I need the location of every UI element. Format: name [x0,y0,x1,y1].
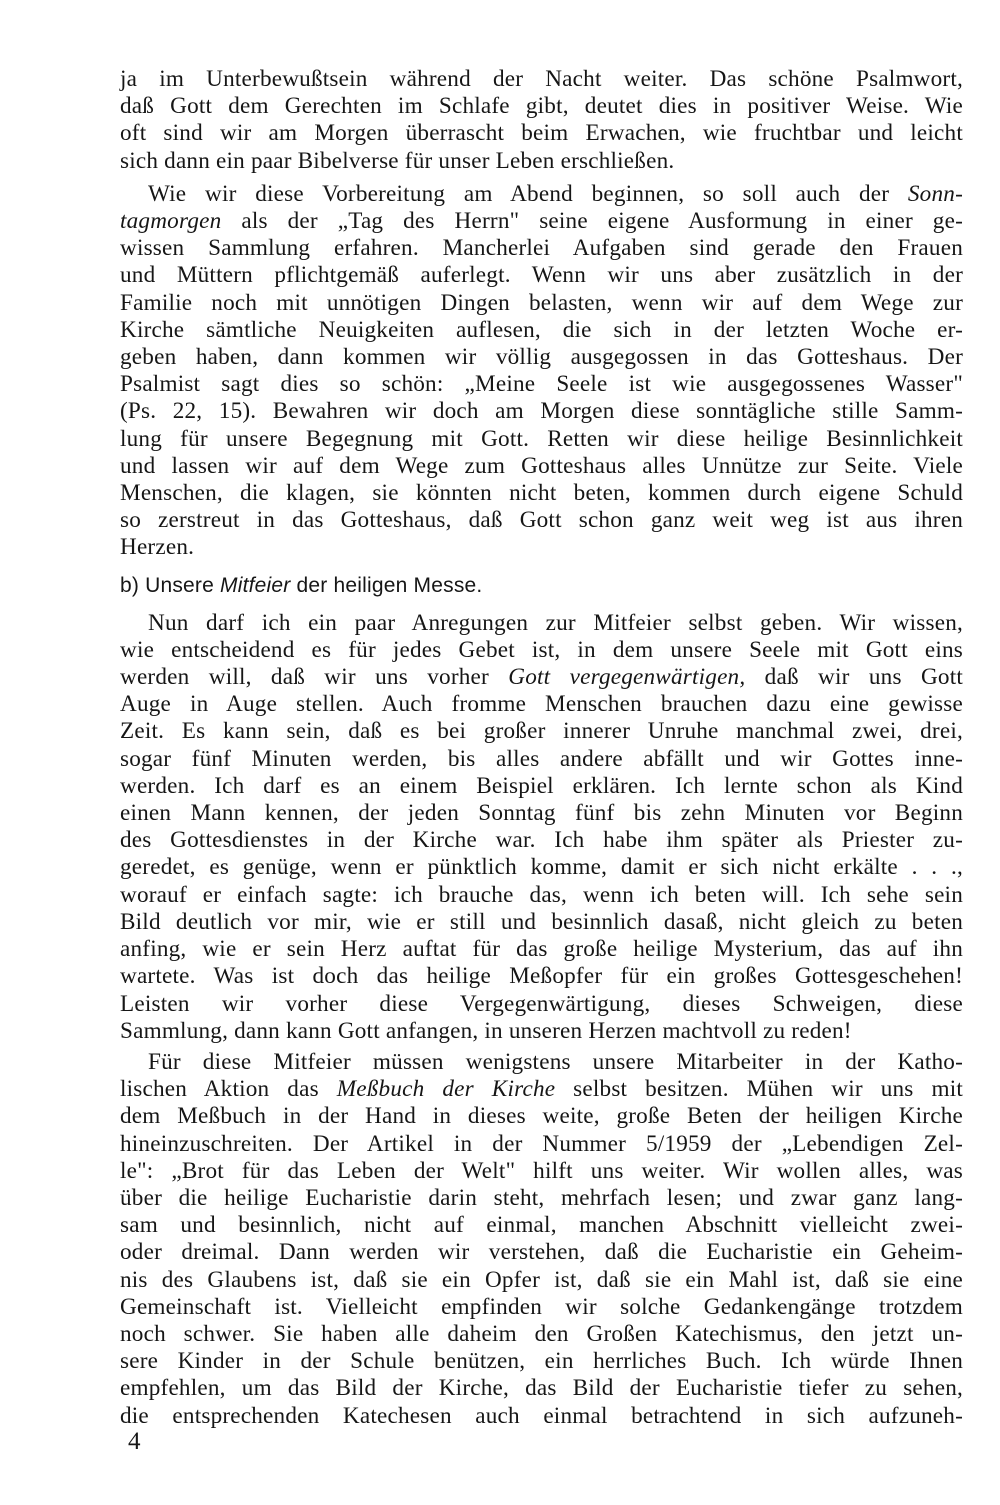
text-line: noch schwer. Sie haben alle daheim den Großen Katechismus, den jetzt un- [120,1320,963,1347]
text-line: sam und besinnlich, nicht auf einmal, manchen Abschnitt vielleicht zwei- [120,1212,963,1239]
text-line: wissen Sammlung erfahren. Mancherlei Aufgaben sind gerade den Frauen [120,235,963,262]
text-line: le": „Brot für das Leben der Welt" hilft uns weiter. Wir wollen alles, was [120,1157,963,1184]
text-line: und Müttern pflichtgemäß auferlegt. Wenn wir uns aber zusätzlich in der [120,262,963,289]
text-line: dem Meßbuch in der Hand in dieses weite, große Beten der heiligen Kirche [120,1103,963,1130]
text-line: so zerstreut in das Gotteshaus, daß Gott schon ganz weit weg ist aus ihren [120,507,963,534]
text-line: Familie noch mit unnötigen Dingen belasten, wenn wir auf dem Wege zur [120,289,963,316]
text-run: als der „Tag des Herrn" seine eigene Ausformung in einer ge- [221,208,963,235]
text-line: empfehlen, um das Bild der Kirche, das Bild der Eucharistie tiefer zu sehen, [120,1375,963,1402]
italic-run: Mitfeier [220,573,291,597]
text-run: lischen Aktion das [120,1076,337,1103]
text-line: Herzen. [120,534,195,561]
text-line: Leisten wir vorher diese Vergegenwärtigung, dieses Schweigen, diese [120,990,963,1017]
text-run: Wie wir diese Vorbereitung am Abend beginnen, so soll auch der [148,180,908,207]
text-line: Zeit. Es kann sein, daß es bei großer innerer Unruhe manchmal zwei, drei, [120,718,963,745]
text-line: sich dann ein paar Bibelverse für unser Leben erschließen. [120,147,675,174]
paragraph-3 [120,610,963,1045]
text-line [120,664,963,691]
text-line: über die heilige Eucharistie darin steht, mehrfach lesen; und zwar ganz lang- [120,1184,963,1211]
italic-run: Meßbuch der Kirche [336,1076,556,1103]
text-line: nis des Glaubens ist, daß sie ein Opfer ist, daß sie ein Mahl ist, daß sie eine [120,1266,963,1293]
text-line: Für diese Mitfeier müssen wenigstens unsere Mitarbeiter in der Katho- [148,1048,963,1075]
paragraph-1 [120,66,963,175]
text-line: wie entscheidend es für jedes Gebet ist, in dem unsere Seele mit Gott eins [120,636,963,663]
text-line: ja im Unterbewußtsein während der Nacht weiter. Das schöne Psalmwort, [120,66,963,92]
italic-run: Gott vergegenwärtigen, [508,664,746,691]
text-line: (Ps. 22, 15). Bewahren wir doch am Morgen diese sonntägliche stille Samm- [120,398,963,425]
italic-run: Sonn- [907,180,963,207]
text-line: Kirche sämtliche Neuigkeiten auflesen, die sich in der letzten Woche er- [120,316,963,343]
text-line: Psalmist sagt dies so schön: „Meine Seele ist wie ausgegossenes Wasser" [120,371,963,398]
text-line: geben haben, dann kommen wir völlig ausgegossen in das Gotteshaus. Der [120,344,963,371]
text-line [120,1076,963,1103]
text-line: lung für unsere Begegnung mit Gott. Retten wir diese heilige Besinnlichkeit [120,425,963,452]
text-line: Sammlung, dann kann Gott anfangen, in unseren Herzen machtvoll zu reden! [120,1017,852,1044]
document-page [120,66,963,1430]
text-line: sere Kinder in der Schule benützen, ein herrliches Buch. Ich würde Ihnen [120,1348,963,1375]
text-run: selbst besitzen. Mühen wir uns mit [555,1076,963,1103]
text-line: die entsprechenden Katechesen auch einmal betrachtend in sich aufzuneh- [120,1402,963,1429]
text-run: werden will, daß wir uns vorher [120,664,509,691]
paragraph-4 [120,1049,963,1430]
text-line: anfing, wie er sein Herz auftat für das große heilige Mysterium, das auf ihn [120,936,963,963]
paragraph-2 [120,181,963,562]
italic-run: tagmorgen [120,208,222,235]
text-run: daß wir uns Gott [745,664,964,691]
text-line: und lassen wir auf dem Wege zum Gotteshaus alles Unnütze zur Seite. Viele [120,452,963,479]
text-line: wartete. Was ist doch das heilige Meßopfer für ein großes Gottesgeschehen! [120,963,963,990]
text-line: oder dreimal. Dann werden wir verstehen, daß die Eucharistie ein Geheim- [120,1239,963,1266]
text-line: Bild deutlich vor mir, wie er still und besinnlich dasaß, nicht gleich zu beten [120,908,963,935]
text-run: b) Unsere [120,573,221,597]
text-line: des Gottesdienstes in der Kirche war. Ich habe ihm später als Priester zu- [120,827,963,854]
text-line: Nun darf ich ein paar Anregungen zur Mitfeier selbst geben. Wir wissen, [148,609,963,636]
text-line: Menschen, die klagen, sie könnten nicht beten, kommen durch eigene Schuld [120,480,963,507]
text-line: geredet, es genüge, wenn er pünktlich komme, damit er sich nicht erkälte . . ., [120,854,963,881]
text-line: werden. Ich darf es an einem Beispiel erklären. Ich lernte schon als Kind [120,772,963,799]
page-number: 4 [128,1428,141,1455]
text-line: worauf er einfach sagte: ich brauche das, wenn ich beten will. Ich sehe sein [120,881,963,908]
text-line: sogar fünf Minuten werden, bis alles andere abfällt und wir Gottes inne- [120,745,963,772]
text-line [120,208,963,235]
text-line: oft sind wir am Morgen überrascht beim Erwachen, wie fruchtbar und leicht [120,120,963,147]
text-run: der heiligen Messe. [290,573,483,597]
text-line: Gemeinschaft ist. Vielleicht empfinden wir solche Gedankengänge trotzdem [120,1293,963,1320]
text-line: hineinzuschreiten. Der Artikel in der Nummer 5/1959 der „Lebendigen Zel- [120,1130,963,1157]
text-line: daß Gott dem Gerechten im Schlafe gibt, deutet dies in positiver Weise. Wie [120,93,963,120]
section-heading [120,572,963,599]
text-line [120,181,963,208]
text-line: einen Mann kennen, der jeden Sonntag fünf bis zehn Minuten vor Beginn [120,800,963,827]
text-line: Auge in Auge stellen. Auch fromme Menschen brauchen dazu eine gewisse [120,691,963,718]
